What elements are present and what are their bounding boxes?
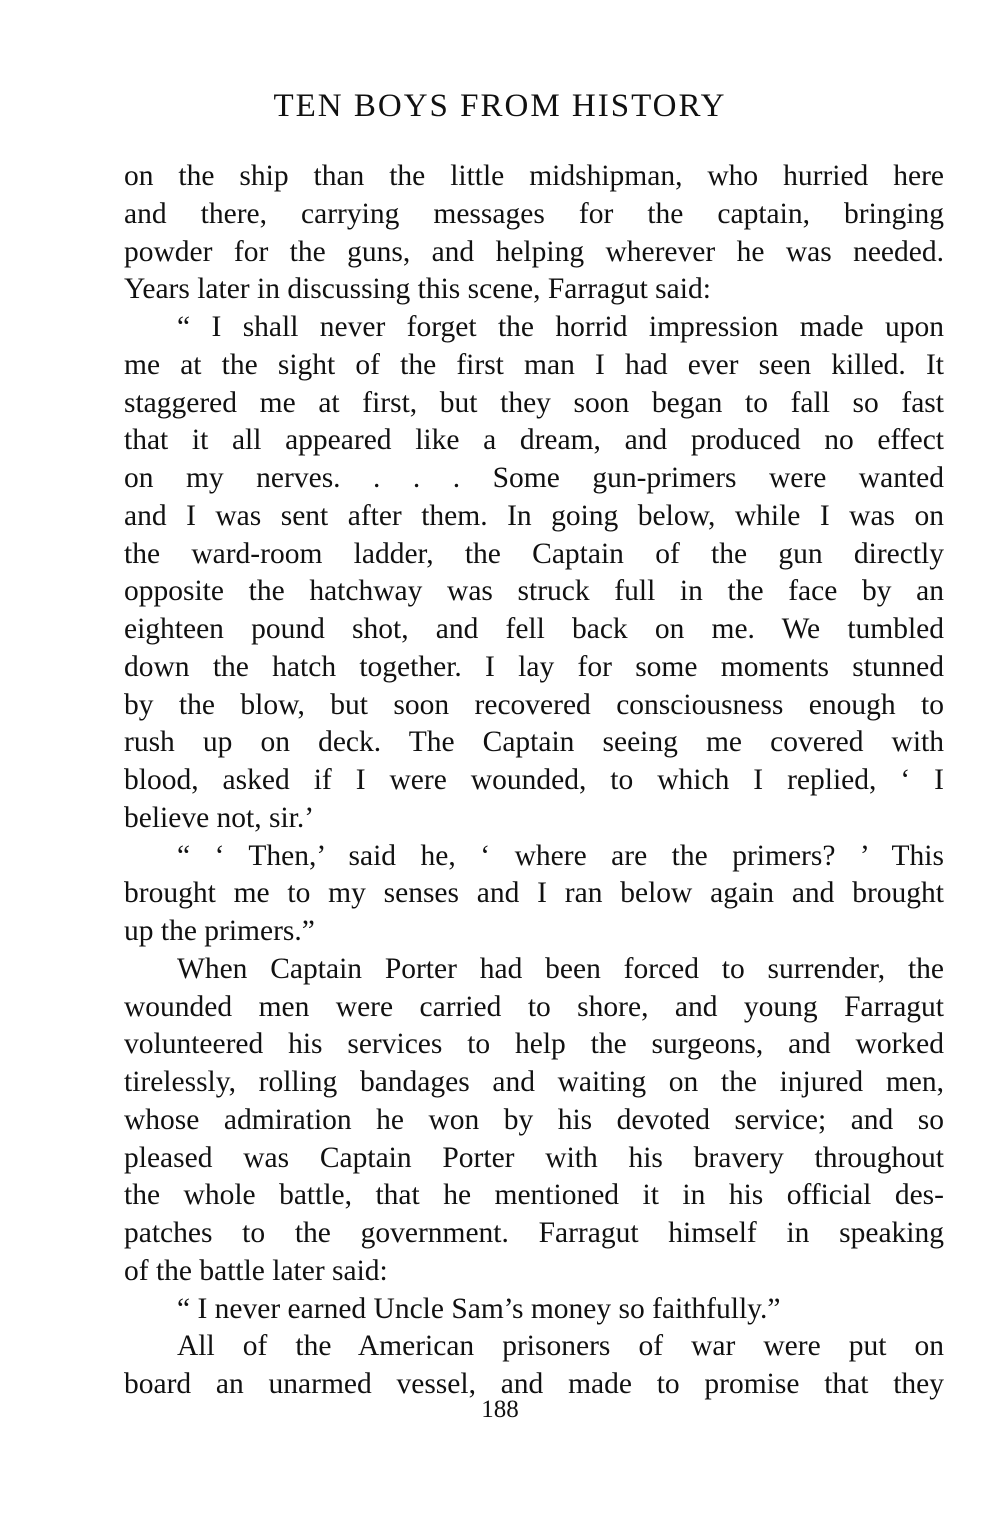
- text-line: whose admiration he won by his devoted service; and so: [124, 1103, 944, 1136]
- body-text: [124, 158, 944, 1404]
- text-line: board an unarmed vessel, and made to promise that they: [124, 1368, 944, 1400]
- text-line: blood, asked if I were wounded, to which I replied, ‘ I: [124, 764, 944, 796]
- text-line: “ I shall never forget the horrid impression made upon: [177, 311, 944, 343]
- text-line: on my nerves. . . . Some gun-primers were wanted: [124, 462, 944, 494]
- text-line: on the ship than the little midshipman, who hurried here: [124, 160, 944, 192]
- text-line: powder for the guns, and helping wherever he was needed.: [124, 235, 944, 268]
- text-line: that it all appeared like a dream, and produced no effect: [124, 424, 944, 457]
- text-line: down the hatch together. I lay for some moments stunned: [124, 650, 944, 683]
- text-line: believe not, sir.’: [124, 801, 315, 834]
- page-number: 188: [481, 1396, 519, 1423]
- text-line: “ I never earned Uncle Sam’s money so faithfully.”: [177, 1292, 781, 1325]
- text-line: pleased was Captain Porter with his bravery throughout: [124, 1141, 944, 1174]
- text-line: me at the sight of the first man I had ever seen killed. It: [124, 348, 944, 381]
- text-line: the whole battle, that he mentioned it in his official des-: [124, 1179, 944, 1212]
- text-line: and there, carrying messages for the captain, bringing: [124, 197, 944, 230]
- text-line: “ ‘ Then,’ said he, ‘ where are the primers? ’ This: [177, 839, 944, 872]
- text-line: the ward-room ladder, the Captain of the gun directly: [124, 537, 944, 570]
- text-line: by the blow, but soon recovered consciousness enough to: [124, 688, 944, 721]
- text-line: wounded men were carried to shore, and young Farragut: [124, 990, 944, 1023]
- running-head: TEN BOYS FROM HISTORY: [273, 88, 727, 124]
- text-line: brought me to my senses and I ran below again and brought: [124, 877, 944, 910]
- text-line: tirelessly, rolling bandages and waiting on the injured men,: [124, 1066, 944, 1098]
- text-line: Years later in discussing this scene, Farragut said:: [124, 273, 711, 306]
- text-line: staggered me at first, but they soon began to fall so fast: [124, 386, 944, 419]
- text-line: All of the American prisoners of war were put on: [177, 1330, 944, 1363]
- text-line: When Captain Porter had been forced to surrender, the: [177, 952, 944, 985]
- text-line: up the primers.”: [124, 915, 315, 947]
- text-line: rush up on deck. The Captain seeing me covered with: [124, 726, 944, 759]
- text-line: and I was sent after them. In going below, while I was on: [124, 499, 944, 532]
- text-line: of the battle later said:: [124, 1254, 388, 1287]
- text-line: opposite the hatchway was struck full in the face by an: [124, 575, 944, 608]
- text-line: volunteered his services to help the surgeons, and worked: [124, 1028, 944, 1061]
- text-line: patches to the government. Farragut himself in speaking: [124, 1217, 944, 1249]
- text-line: eighteen pound shot, and fell back on me. We tumbled: [124, 613, 944, 645]
